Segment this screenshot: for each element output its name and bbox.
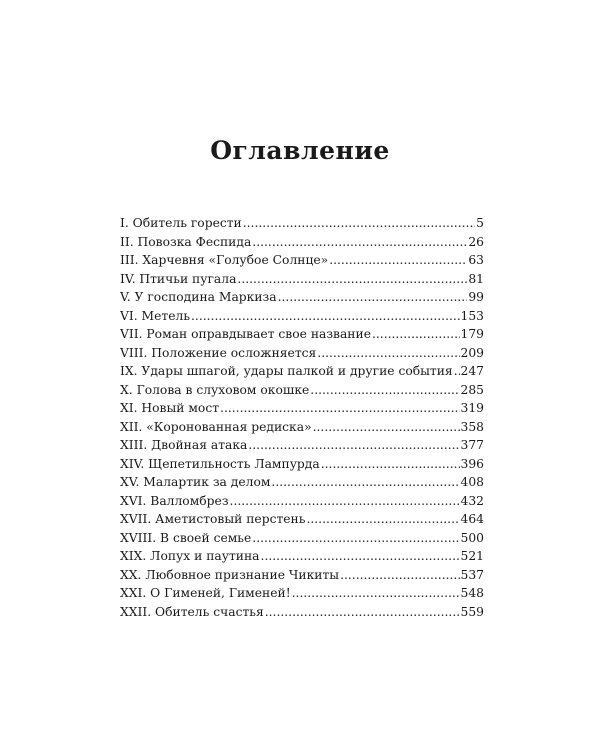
toc-entry-page: 209 — [460, 345, 484, 360]
toc-entry — [120, 492, 484, 511]
toc-entry-page: 537 — [460, 567, 484, 582]
page-title: Оглавление — [210, 136, 390, 165]
toc-entry-page: 26 — [468, 234, 484, 249]
toc-entry-page: 247 — [460, 364, 484, 378]
dot-leader — [248, 436, 459, 455]
toc-entry-page: 81 — [468, 271, 484, 286]
toc-entry — [120, 251, 484, 270]
toc-entry — [120, 325, 484, 344]
toc-entry-title: VI. Метель — [120, 308, 191, 323]
dot-leader — [243, 214, 475, 233]
toc-entry-page: 377 — [460, 438, 484, 452]
toc-entry-title: XV. Малартик за делом — [120, 475, 271, 489]
toc-entry-title: I. Обитель горести — [120, 216, 242, 230]
toc-entry-page: 396 — [460, 456, 484, 471]
toc-entry-page: 358 — [460, 419, 484, 434]
toc-entry-page: 548 — [460, 586, 484, 600]
toc-entry-page: 408 — [460, 475, 484, 489]
toc-entry — [120, 270, 484, 289]
toc-entry-page: 319 — [460, 401, 484, 415]
dot-leader — [237, 270, 467, 289]
toc-entry-title: XVII. Аметистовый перстень — [120, 512, 306, 526]
toc-entry-title: IV. Птичьи пугала — [120, 271, 237, 286]
toc-entry-title: XIII. Двойная атака — [120, 438, 248, 452]
toc-entry-title: IX. Удары шпагой, удары палкой и другие события — [120, 364, 453, 378]
dot-leader — [252, 529, 459, 548]
toc-entry — [120, 214, 484, 233]
toc-entry — [120, 344, 484, 363]
toc-entry-title: XIX. Лопух и паутина — [120, 549, 260, 563]
toc-entry — [120, 473, 484, 492]
toc-entry-page: 464 — [460, 512, 484, 526]
toc-entry-page: 5 — [476, 216, 484, 230]
toc-entry-title: V. У господина Маркиза — [120, 290, 277, 304]
table-of-contents — [120, 214, 484, 621]
toc-entry-title: XVI. Валломбрез — [120, 493, 229, 508]
toc-entry — [120, 362, 484, 381]
toc-entry — [120, 399, 484, 418]
toc-entry-title: XIV. Щепетильность Лампурда — [120, 456, 320, 471]
toc-entry-title: VII. Роман оправдывает свое название — [120, 327, 371, 341]
toc-entry-title: III. Харчевня «Голубое Солнце» — [120, 253, 329, 267]
toc-entry — [120, 233, 484, 252]
toc-entry-title: II. Повозка Феспида — [120, 234, 252, 249]
dot-leader — [230, 492, 460, 511]
toc-entry-page: 179 — [460, 327, 484, 341]
toc-entry-page: 285 — [460, 382, 484, 397]
toc-entry — [120, 529, 484, 548]
toc-entry-title: X. Голова в слуховом окошке — [120, 382, 310, 397]
toc-entry-title: XX. Любовное признание Чикиты — [120, 567, 340, 582]
toc-entry — [120, 455, 484, 474]
dot-leader — [329, 251, 467, 270]
dot-leader — [306, 510, 459, 529]
toc-entry — [120, 547, 484, 566]
dot-leader — [191, 307, 460, 326]
toc-entry-page: 432 — [460, 493, 484, 508]
toc-entry-page: 500 — [460, 530, 484, 545]
toc-entry-page: 521 — [460, 549, 484, 563]
toc-entry — [120, 381, 484, 400]
dot-leader — [313, 418, 460, 437]
toc-entry-title: VIII. Положение осложняется — [120, 345, 317, 360]
toc-entry-title: XII. «Коронованная редиска» — [120, 419, 312, 434]
toc-entry — [120, 603, 484, 622]
dot-leader — [278, 288, 468, 307]
toc-entry-title: XXI. О Гименей, Гименей! — [120, 586, 291, 600]
toc-entry — [120, 307, 484, 326]
dot-leader — [265, 603, 460, 622]
toc-entry-page: 99 — [468, 290, 484, 304]
toc-entry-page: 153 — [460, 308, 484, 323]
toc-entry — [120, 418, 484, 437]
dot-leader — [310, 381, 459, 400]
dot-leader — [340, 566, 459, 585]
dot-leader — [292, 584, 460, 603]
dot-leader — [271, 473, 459, 492]
toc-entry-title: XI. Новый мост — [120, 401, 220, 415]
toc-entry-title: XVIII. В своей семье — [120, 530, 252, 545]
toc-entry — [120, 510, 484, 529]
dot-leader — [321, 455, 460, 474]
dot-leader — [317, 344, 459, 363]
dot-leader — [252, 233, 467, 252]
toc-entry — [120, 584, 484, 603]
toc-entry — [120, 436, 484, 455]
toc-entry-page: 559 — [460, 604, 484, 619]
dot-leader — [220, 399, 459, 418]
toc-entry-page: 63 — [468, 253, 484, 267]
dot-leader — [454, 362, 460, 381]
dot-leader — [261, 547, 460, 566]
dot-leader — [372, 325, 460, 344]
toc-entry — [120, 566, 484, 585]
toc-entry-title: XXII. Обитель счастья — [120, 604, 264, 619]
toc-entry — [120, 288, 484, 307]
